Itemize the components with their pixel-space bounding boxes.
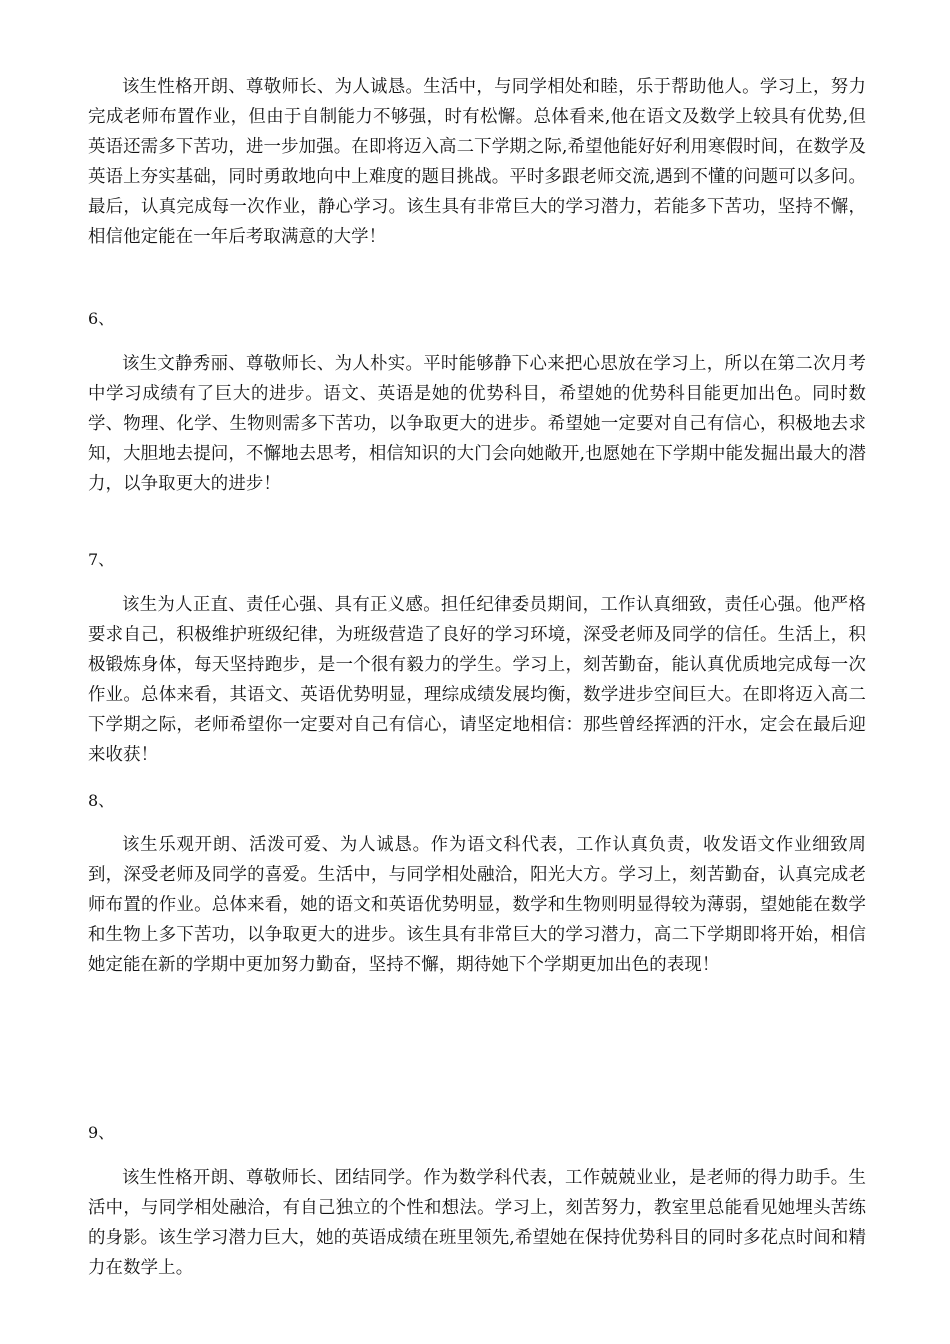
comment-paragraph-5: 该生性格开朗、尊敬师长、为人诚恳。生活中，与同学相处和睦，乐于帮助他人。学习上，努力完成老师布置作业，但由于自制能力不够强，时有松懈。总体看来,他在语文及数学上较具有优势,但英语还需多下苦功，进一步加强。在即将迈入高二下学期之际,希望他能好好利用寒假时间，在数学及英语上夯实基础，同时勇敢地向中上难度的题目挑战。平时多跟老师交流,遇到不懂的问题可以多问。最后，认真完成每一次作业，静心学习。该生具有非常巨大的学习潜力，若能多下苦功，坚持不懈，相信他定能在一年后考取满意的大学！ bbox=[88, 77, 866, 247]
item-number-7: 7、 bbox=[88, 550, 115, 569]
item-number-8: 8、 bbox=[88, 791, 115, 810]
comment-paragraph-7: 该生为人正直、责任心强、具有正义感。担任纪律委员期间，工作认真细致，责任心强。他严格要求自己，积极维护班级纪律，为班级营造了良好的学习环境，深受老师及同学的信任。生活上，积极锻炼身体，每天坚持跑步，是一个很有毅力的学生。学习上，刻苦勤奋，能认真优质地完成每一次作业。总体来看，其语文、英语优势明显，理综成绩发展均衡，数学进步空间巨大。在即将迈入高二下学期之际，老师希望你一定要对自己有信心，请坚定地相信：那些曾经挥洒的汗水，定会在最后迎来收获！ bbox=[88, 595, 866, 765]
comment-paragraph-8: 该生乐观开朗、活泼可爱、为人诚恳。作为语文科代表，工作认真负责，收发语文作业细致周到，深受老师及同学的喜爱。生活中，与同学相处融洽，阳光大方。学习上，刻苦勤奋，认真完成老师布置的作业。总体来看，她的语文和英语优势明显，数学和生物则明显得较为薄弱，望她能在数学和生物上多下苦功，以争取更大的进步。该生具有非常巨大的学习潜力，高二下学期即将开始，相信她定能在新的学期中更加努力勤奋，坚持不懈，期待她下个学期更加出色的表现！ bbox=[88, 835, 866, 975]
item-number-6: 6、 bbox=[88, 309, 115, 328]
comment-paragraph-9: 该生性格开朗、尊敬师长、团结同学。作为数学科代表，工作兢兢业业，是老师的得力助手。生活中，与同学相处融洽，有自己独立的个性和想法。学习上，刻苦努力，教室里总能看见她埋头苦练的身影。该生学习潜力巨大，她的英语成绩在班里领先,希望她在保持优势科目的同时多花点时间和精力在数学上。 bbox=[88, 1168, 866, 1278]
comment-paragraph-6: 该生文静秀丽、尊敬师长、为人朴实。平时能够静下心来把心思放在学习上，所以在第二次月考中学习成绩有了巨大的进步。语文、英语是她的优势科目，希望她的优势科目能更加出色。同时数学、物理、化学、生物则需多下苦功，以争取更大的进步。希望她一定要对自己有信心，积极地去求知，大胆地去提问，不懈地去思考，相信知识的大门会向她敞开,也愿她在下学期中能发掘出最大的潜力，以争取更大的进步！ bbox=[88, 354, 866, 494]
item-number-9: 9、 bbox=[88, 1123, 115, 1142]
